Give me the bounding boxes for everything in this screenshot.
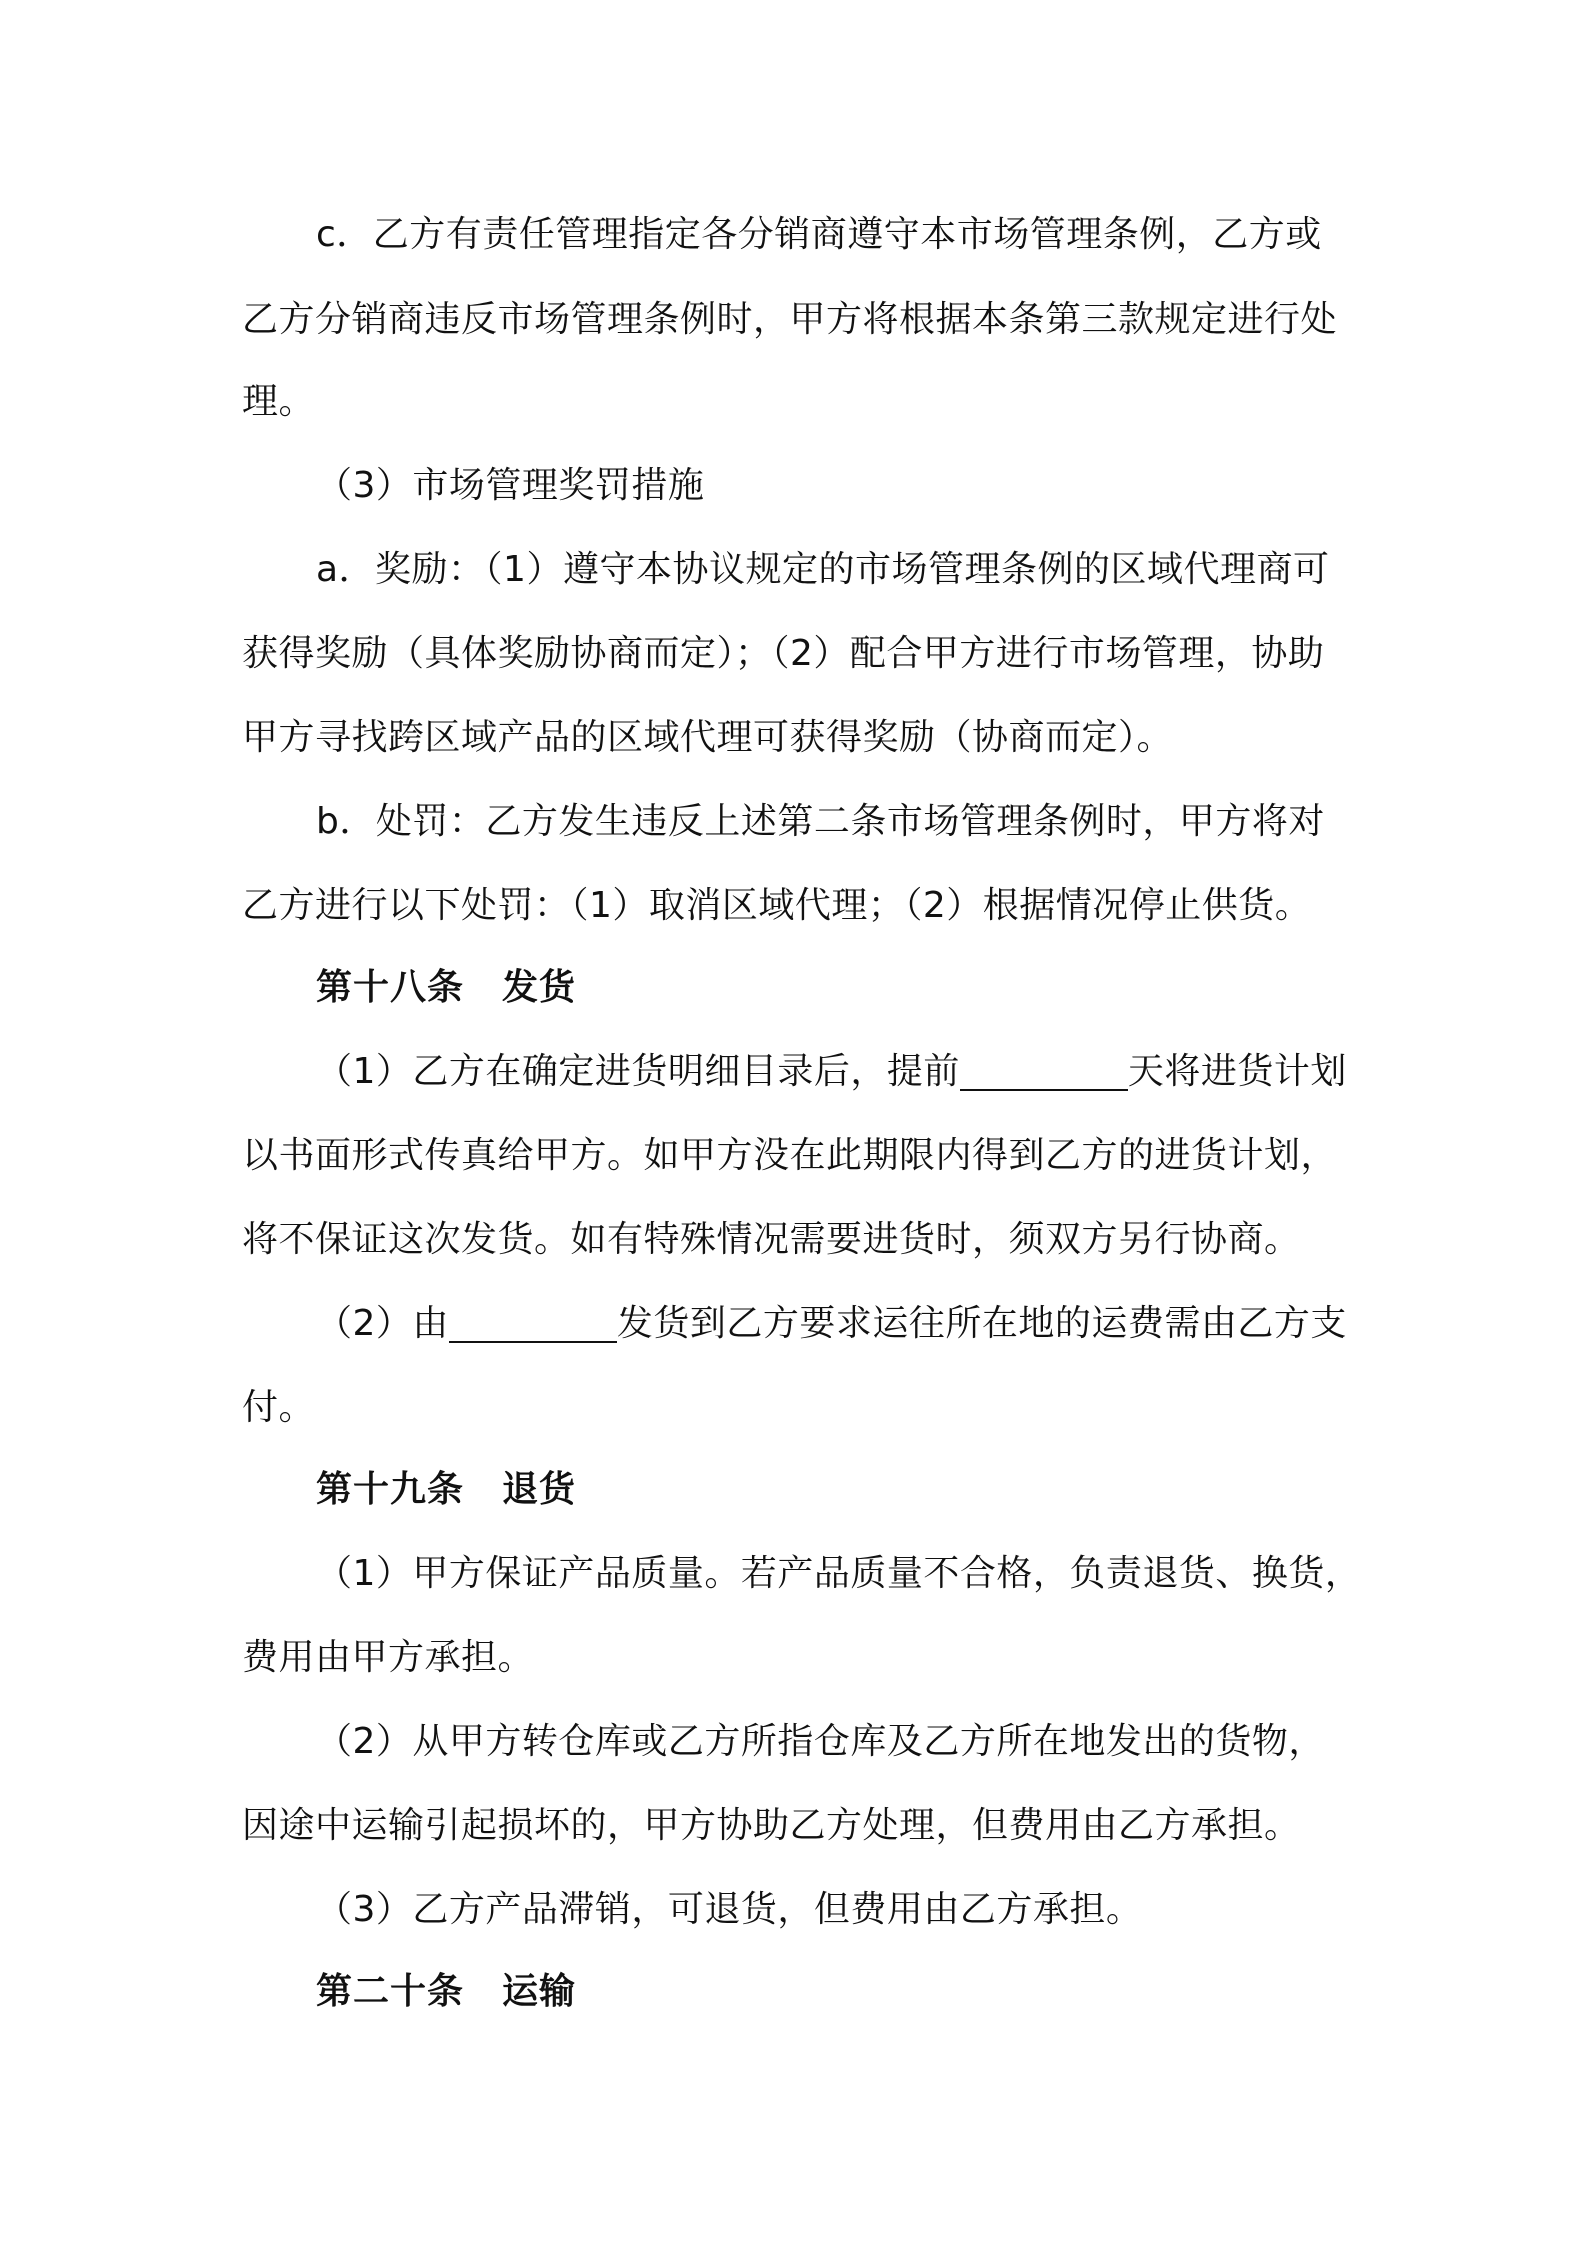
fill-in-blank — [449, 1301, 617, 1343]
paragraph-line: 理。 — [242, 381, 316, 422]
text-segment: （2）由 — [316, 1303, 449, 1344]
article-heading-20 — [316, 1962, 1436, 2022]
text-segment: 天将进货计划 — [1127, 1051, 1347, 1092]
paragraph-line — [316, 1294, 1436, 1354]
paragraph-line: 甲方寻找跨区域产品的区域代理可获得奖励（协商而定）。 — [242, 717, 1174, 758]
paragraph-line — [316, 1042, 1436, 1102]
article-title: 退货 — [502, 1469, 577, 1510]
paragraph-line: a．奖励：（1）遵守本协议规定的市场管理条例的区域代理商可 — [316, 549, 1330, 590]
subsection-heading: （3）市场管理奖罚措施 — [316, 465, 705, 506]
paragraph-line: c．乙方有责任管理指定各分销商遵守本市场管理条例，乙方或 — [316, 214, 1322, 255]
text-segment: （1）乙方在确定进货明细目录后，提前 — [316, 1051, 960, 1092]
article-title: 运输 — [502, 1971, 577, 2012]
paragraph-line: （1）甲方保证产品质量。若产品质量不合格，负责退货、换货， — [316, 1553, 1362, 1594]
paragraph-line: （3）乙方产品滞销，可退货，但费用由乙方承担。 — [316, 1889, 1143, 1930]
paragraph-line: 将不保证这次发货。如有特殊情况需要进货时，须双方另行协商。 — [242, 1219, 1301, 1260]
fill-in-blank — [960, 1049, 1128, 1091]
paragraph-line: b．处罚：乙方发生违反上述第二条市场管理条例时，甲方将对 — [316, 801, 1325, 842]
paragraph-line: 以书面形式传真给甲方。如甲方没在此期限内得到乙方的进货计划， — [242, 1135, 1338, 1176]
paragraph-line: 获得奖励（具体奖励协商而定）；（2）配合甲方进行市场管理，协助 — [242, 633, 1325, 674]
article-heading-19 — [316, 1460, 1436, 1520]
paragraph-line: 乙方分销商违反市场管理条例时，甲方将根据本条第三款规定进行处 — [242, 299, 1338, 340]
article-number: 第十八条 — [316, 967, 465, 1008]
article-number: 第二十条 — [316, 1971, 465, 2012]
paragraph-line: 付。 — [242, 1387, 316, 1428]
paragraph-line: 费用由甲方承担。 — [242, 1637, 535, 1678]
paragraph-line: 因途中运输引起损坏的，甲方协助乙方处理，但费用由乙方承担。 — [242, 1805, 1301, 1846]
article-title: 发货 — [502, 967, 577, 1008]
paragraph-line: （2）从甲方转仓库或乙方所指仓库及乙方所在地发出的货物， — [316, 1721, 1325, 1762]
article-heading-18 — [316, 958, 1436, 1018]
article-number: 第十九条 — [316, 1469, 465, 1510]
text-segment: 发货到乙方要求运往所在地的运费需由乙方支 — [616, 1303, 1347, 1344]
paragraph-line: 乙方进行以下处罚：（1）取消区域代理；（2）根据情况停止供货。 — [242, 885, 1312, 926]
